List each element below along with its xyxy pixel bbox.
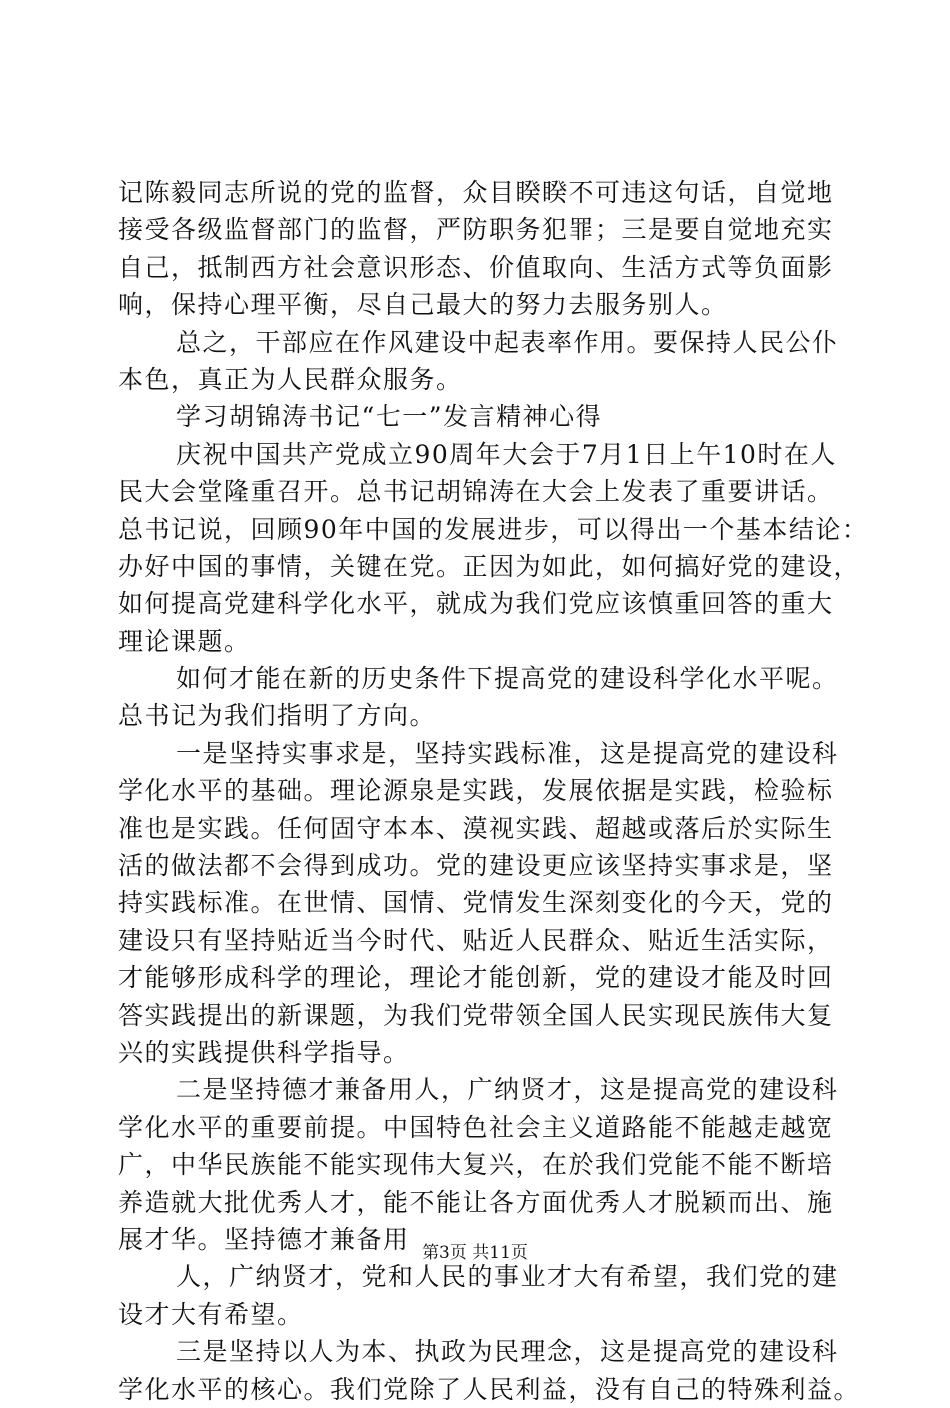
text-line: 总之，干部应在作风建设中起表率作用。要保持人民公仆 (176, 327, 839, 357)
text-line: 学习胡锦涛书记“七一”发言精神心得 (176, 402, 603, 432)
page-footer: 第3页 共11页 (422, 1243, 528, 1263)
text-line: 总书记说，回顾90年中国的发展进步，可以得出一个基本结论： (118, 514, 869, 544)
text-line: 展才华。坚持德才兼备用 (118, 1224, 410, 1254)
text-line: 设才大有希望。 (118, 1299, 304, 1329)
text-line: 建设只有坚持贴近当今时代、贴近人民群众、贴近生活实际， (118, 925, 834, 955)
text-line: 庆祝中国共产党成立90周年大会于7月1日上午10时在人 (176, 439, 837, 469)
text-line: 持实践标准。在世情、国情、党情发生深刻变化的今天，党的 (118, 888, 834, 918)
text-line: 记陈毅同志所说的党的监督，众目睽睽不可违这句话，自觉地 (118, 178, 834, 207)
text-line: 响，保持心理平衡，尽自己最大的努力去服务别人。 (118, 290, 728, 320)
text-line: 接受各级监督部门的监督，严防职务犯罪；三是要自觉地充实 (118, 215, 834, 245)
text-line: 民大会堂隆重召开。总书记胡锦涛在大会上发表了重要讲话。 (118, 477, 834, 507)
text-line: 本色，真正为人民群众服务。 (118, 364, 463, 394)
text-line: 如何提高党建科学化水平，就成为我们党应该慎重回答的重大 (118, 589, 834, 619)
text-line: 活的做法都不会得到成功。党的建设更应该坚持实事求是，坚 (118, 851, 834, 881)
text-line: 总书记为我们指明了方向。 (118, 701, 437, 731)
text-line: 学化水平的基础。理论源泉是实践，发展依据是实践，检验标 (118, 776, 834, 806)
text-line: 二是坚持德才兼备用人，广纳贤才，这是提高党的建设科 (176, 1075, 839, 1105)
text-line: 一是坚持实事求是，坚持实践标准，这是提高党的建设科 (176, 738, 839, 768)
text-line: 三是坚持以人为本、执政为民理念，这是提高党的建设科 (176, 1337, 839, 1367)
text-line: 养造就大批优秀人才，能不能让各方面优秀人才脱颖而出、施 (118, 1187, 834, 1217)
body-text (118, 174, 869, 1408)
text-line: 学化水平的核心。我们党除了人民利益，没有自己的特殊利益。 (118, 1374, 861, 1404)
text-line: 兴的实践提供科学指导。 (118, 1037, 410, 1067)
text-line: 答实践提出的新课题，为我们党带领全国人民实现民族伟大复 (118, 1000, 834, 1030)
text-line: 理论课题。 (118, 626, 251, 656)
text-line: 学化水平的重要前提。中国特色社会主义道路能不能越走越宽 (118, 1112, 834, 1142)
text-line: 才能够形成科学的理论，理论才能创新，党的建设才能及时回 (118, 963, 834, 993)
text-line: 广，中华民族能不能实现伟大复兴，在於我们党能不能不断培 (118, 1150, 834, 1180)
text-line: 自己，抵制西方社会意识形态、价值取向、生活方式等负面影 (118, 252, 834, 282)
text-line: 办好中国的事情，关键在党。正因为如此，如何搞好党的建设， (118, 551, 861, 581)
text-line: 人，广纳贤才，党和人民的事业才大有希望，我们党的建 (176, 1262, 839, 1292)
text-line: 如何才能在新的历史条件下提高党的建设科学化水平呢。 (176, 664, 839, 694)
text-line: 准也是实践。任何固守本本、漠视实践、超越或落后於实际生 (118, 813, 834, 843)
